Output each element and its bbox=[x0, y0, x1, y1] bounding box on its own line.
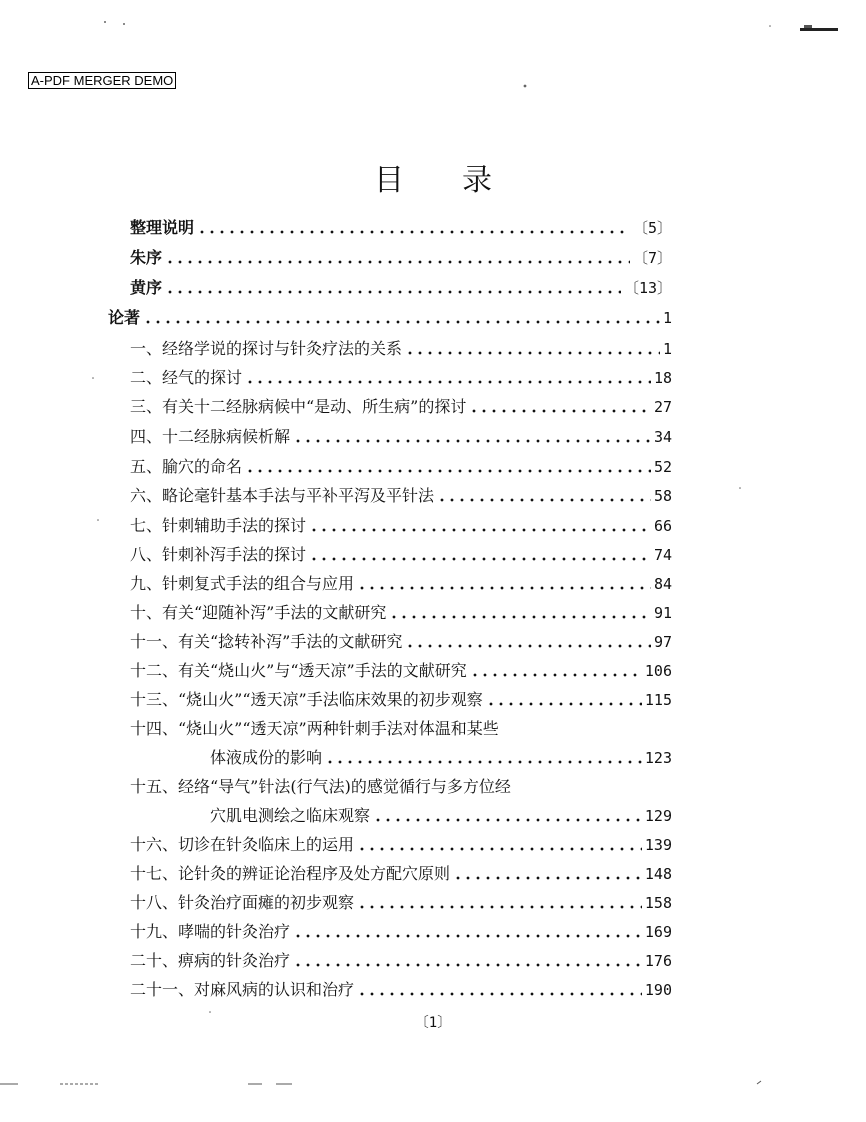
toc-entry-label: 十、有关“迎随补泻”手法的文献研究 bbox=[130, 603, 387, 622]
toc-entry-page: 58 bbox=[653, 487, 672, 505]
toc-entry-page: 91 bbox=[653, 604, 672, 622]
dot-leader bbox=[293, 439, 651, 443]
toc-entry bbox=[130, 534, 672, 564]
toc-entry bbox=[130, 882, 672, 912]
toc-entry bbox=[130, 505, 672, 535]
toc-entry bbox=[130, 621, 672, 651]
toc-entry-label: 五、腧穴的命名 bbox=[130, 457, 243, 476]
toc-entry-page: 115 bbox=[644, 691, 672, 709]
dot-leader bbox=[245, 380, 651, 384]
dot-leader bbox=[357, 992, 642, 996]
toc-entry-page: 84 bbox=[653, 575, 672, 593]
page-title: 目录 bbox=[374, 163, 550, 198]
toc-entry-page: 〔7〕 bbox=[632, 249, 672, 267]
toc-entry-page: 139 bbox=[644, 836, 672, 854]
toc-entry-label: 十三、“烧山火”“透天凉”手法临床效果的初步观察 bbox=[130, 690, 483, 709]
dot-leader bbox=[486, 702, 642, 706]
toc-entry-label: 整理说明 bbox=[130, 218, 195, 237]
toc-entry-page: 106 bbox=[644, 662, 672, 680]
toc-entry-page: 〔13〕 bbox=[623, 279, 672, 297]
dot-leader bbox=[373, 818, 642, 822]
toc-entry bbox=[130, 328, 672, 358]
toc-entry bbox=[130, 416, 672, 446]
toc-entry-front bbox=[130, 267, 672, 297]
toc-entry-label: 朱序 bbox=[130, 248, 163, 267]
dot-leader bbox=[405, 351, 660, 355]
toc-entry-label: 九、针刺复式手法的组合与应用 bbox=[130, 574, 355, 593]
toc-entry-multiline bbox=[130, 766, 672, 796]
toc-entry-label: 七、针刺辅助手法的探讨 bbox=[130, 516, 307, 535]
watermark: A-PDF MERGER DEMO bbox=[28, 72, 176, 89]
dot-leader bbox=[389, 615, 651, 619]
toc-entry-page: 129 bbox=[644, 807, 672, 825]
dot-leader bbox=[165, 260, 630, 264]
toc-entry-page: 〔5〕 bbox=[632, 219, 672, 237]
toc-entry-front bbox=[130, 237, 672, 267]
dot-leader bbox=[453, 876, 642, 880]
dot-leader bbox=[293, 934, 642, 938]
toc-entry-label: 十一、有关“捻转补泻”手法的文献研究 bbox=[130, 632, 403, 651]
toc-entry-page: 52 bbox=[653, 458, 672, 476]
toc-entry-label: 四、十二经脉病候析解 bbox=[130, 427, 291, 446]
toc-entry-label: 三、有关十二经脉病候中“是动、所生病”的探讨 bbox=[130, 397, 467, 416]
toc-entry-page: 148 bbox=[644, 865, 672, 883]
dot-leader bbox=[325, 760, 642, 764]
toc-entry-continuation bbox=[210, 737, 672, 767]
toc-entry-label: 六、略论毫针基本手法与平补平泻及平针法 bbox=[130, 486, 435, 505]
dot-leader bbox=[357, 586, 651, 590]
dot-leader bbox=[469, 409, 651, 413]
dot-leader bbox=[357, 847, 642, 851]
toc-entry bbox=[130, 853, 672, 883]
dot-leader bbox=[470, 673, 642, 677]
toc-entry-label: 十五、经络“导气”针法(行气法)的感觉循行与多方位经 bbox=[130, 777, 511, 796]
toc-section-label: 论著 bbox=[108, 308, 141, 327]
toc-entry-label: 十二、有关“烧山火”与“透天凉”手法的文献研究 bbox=[130, 661, 467, 680]
toc-entry bbox=[130, 679, 672, 709]
toc-entry-label: 二十、痹病的针灸治疗 bbox=[130, 951, 291, 970]
toc-entry-page: 74 bbox=[653, 546, 672, 564]
toc-entry bbox=[130, 824, 672, 854]
toc-entry-page: 176 bbox=[644, 952, 672, 970]
dot-leader bbox=[197, 230, 630, 234]
dot-leader bbox=[437, 498, 651, 502]
dot-leader bbox=[405, 644, 651, 648]
toc-entry bbox=[130, 940, 672, 970]
toc-section-page: 1 bbox=[662, 309, 672, 327]
toc-entry-label: 十七、论针灸的辨证论治程序及处方配穴原则 bbox=[130, 864, 451, 883]
toc-entry-page: 34 bbox=[653, 428, 672, 446]
toc-entry-continuation bbox=[210, 795, 672, 825]
toc-entry bbox=[130, 475, 672, 505]
toc-entry-continuation-label: 穴肌电测绘之临床观察 bbox=[210, 806, 371, 825]
toc-entry-label: 二十一、对麻风病的认识和治疗 bbox=[130, 980, 355, 999]
dot-leader bbox=[165, 290, 621, 294]
toc-entry bbox=[130, 446, 672, 476]
toc-entry-label: 十八、针灸治疗面瘫的初步观察 bbox=[130, 893, 355, 912]
dot-leader bbox=[245, 469, 651, 473]
toc-entry-label: 十九、哮喘的针灸治疗 bbox=[130, 922, 291, 941]
toc-entry-page: 158 bbox=[644, 894, 672, 912]
toc-entry-continuation-label: 体液成份的影响 bbox=[210, 748, 323, 767]
toc-section-heading bbox=[108, 297, 672, 327]
dot-leader bbox=[143, 320, 660, 324]
toc-entry bbox=[130, 592, 672, 622]
toc-entry-label: 八、针刺补泻手法的探讨 bbox=[130, 545, 307, 564]
toc-entry bbox=[130, 650, 672, 680]
toc-entry bbox=[130, 563, 672, 593]
toc-entry bbox=[130, 386, 672, 416]
toc-entry-page: 66 bbox=[653, 517, 672, 535]
dot-leader bbox=[309, 557, 651, 561]
toc-entry-front bbox=[130, 207, 672, 237]
dot-leader bbox=[309, 528, 651, 532]
toc-entry bbox=[130, 357, 672, 387]
toc-entry bbox=[130, 911, 672, 941]
toc-entry-page: 97 bbox=[653, 633, 672, 651]
toc-entry-multiline bbox=[130, 708, 672, 738]
page-number: 〔1〕 bbox=[414, 1015, 452, 1031]
toc-entry-label: 一、经络学说的探讨与针灸疗法的关系 bbox=[130, 339, 403, 358]
toc-entry-label: 二、经气的探讨 bbox=[130, 368, 243, 387]
toc-entry-label: 十六、切诊在针灸临床上的运用 bbox=[130, 835, 355, 854]
toc-entry-page: 1 bbox=[662, 340, 672, 358]
toc-entry-page: 18 bbox=[653, 369, 672, 387]
dot-leader bbox=[357, 905, 642, 909]
dot-leader bbox=[293, 963, 642, 967]
toc-entry-page: 190 bbox=[644, 981, 672, 999]
toc-entry-label: 十四、“烧山火”“透天凉”两种针刺手法对体温和某些 bbox=[130, 719, 499, 738]
toc-entry-page: 27 bbox=[653, 398, 672, 416]
toc-entry-page: 169 bbox=[644, 923, 672, 941]
toc-entry-label: 黄序 bbox=[130, 278, 163, 297]
toc-entry bbox=[130, 969, 672, 999]
toc-entry-page: 123 bbox=[644, 749, 672, 767]
